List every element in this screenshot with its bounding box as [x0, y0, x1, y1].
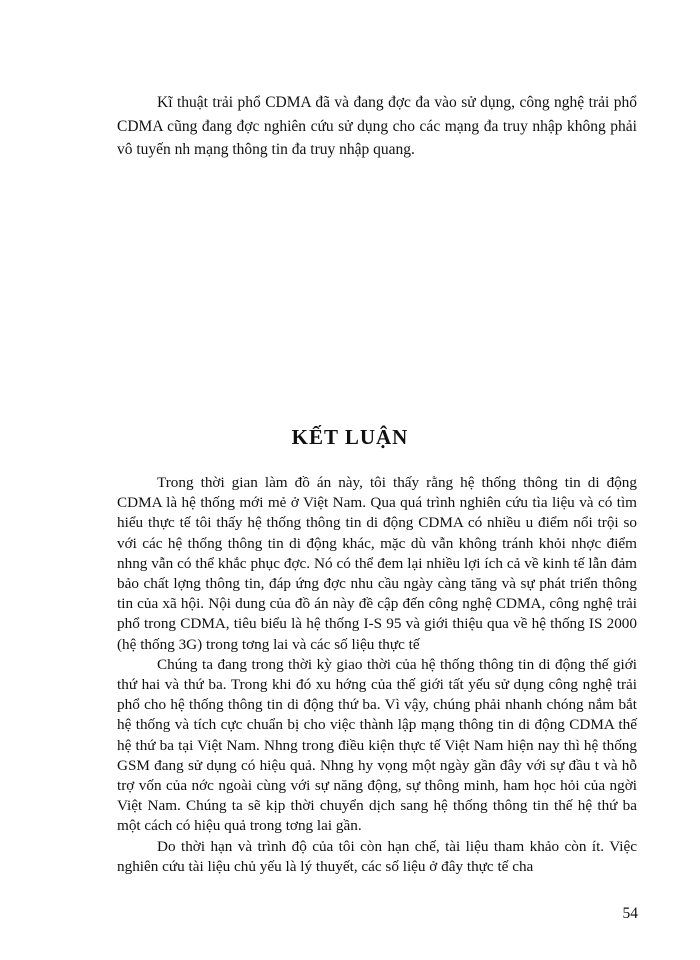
intro-paragraph: Kĩ thuật trải phổ CDMA đã và đang đợc đa vào sử dụng, công nghệ trải phổ CDMA cũng đang đợc nghiên cứu sử dụng cho các mạng đa truy nhập không phải vô tuyến nh mạng thông tin đa truy nhập quang. — [117, 94, 637, 158]
section-heading: KẾT LUẬN — [291, 425, 409, 449]
intro-section — [117, 91, 637, 162]
body-paragraph-1: Trong thời gian làm đồ án này, tôi thấy rằng hệ thống thông tin di động CDMA là hệ thống mới mẻ ở Việt Nam. Qua quá trình nghiên cứu tìa liệu và có tìm hiểu thực tế tôi thấy hệ thống thông tin di động CDMA có nhiều u điểm nổi trội so với các hệ thống thông tin di động khác, mặc dù vẫn không tránh khỏi nhợc điểm nhng vẫn có thể khắc phục đợc. Nó có thể đem lại nhiều lợi ích cả về kinh tế lẫn đảm bảo chất lợng thông tin, đáp ứng đợc nhu cầu ngày càng tăng và sự phát triển thông tin của xã hội. Nội dung của đồ án này đề cập đến công nghệ CDMA, công nghệ trải phổ trong CDMA, tiêu biểu là hệ thống I-S 95 và giới thiệu qua về hệ thống IS 2000 (hệ thống 3G) trong tơng lai và các số liệu thực tế — [117, 474, 637, 653]
body-paragraph-3: Do thời hạn và trình độ của tôi còn hạn chế, tài liệu tham khảo còn ít. Việc nghiên cứu tài liệu chủ yếu là lý thuyết, các số liệu ở đây thực tế cha — [117, 837, 637, 875]
page-number: 54 — [622, 905, 638, 922]
conclusion-body — [117, 473, 637, 877]
body-paragraph-2: Chúng ta đang trong thời kỳ giao thời của hệ thống thông tin di động thế giới thứ hai và thứ ba. Trong khi đó xu hớng của thế giới tất yếu sử dụng công nghệ trải phổ cho hệ thống thông tin di động thứ ba. Vì vậy, chúng phải nhanh chóng nắm bắt hệ thống và tích cực chuẩn bị cho việc thành lập mạng thông tin di động CDMA thế hệ thứ ba tại Việt Nam. Nhng trong điều kiện thực tế Việt Nam hiện nay thì hệ thống GSM đang sử dụng có hiệu quả. Nhng hy vọng một ngày gần đây với sự đầu t và hỗ trợ vốn của nớc ngoài cùng với sự năng động, sự thông minh, ham học hỏi của ngời Việt Nam. Chúng ta sẽ kịp thời chuyển dịch sang hệ thống thông tin thế hệ thứ ba một cách có hiệu quả trong tơng lai gần. — [117, 655, 637, 835]
